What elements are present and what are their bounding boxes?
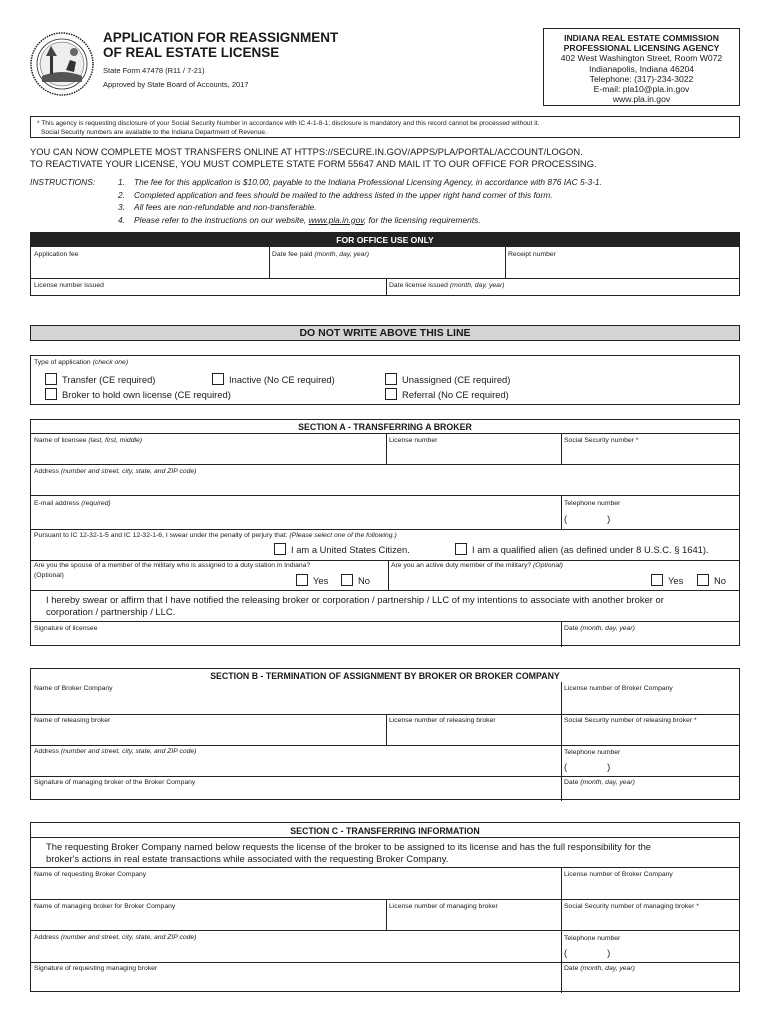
licensee-name-label: Name of licensee (last, first, middle) bbox=[34, 437, 143, 444]
agency-name: INDIANA REAL ESTATE COMMISSION bbox=[564, 33, 719, 43]
broker-company-label: Name of Broker Company bbox=[34, 685, 113, 692]
license-number-issued-label: License number issued bbox=[34, 282, 104, 289]
active-duty-question: Are you an active duty member of the military? (Optional) bbox=[391, 562, 563, 569]
section-b-date-label: Date (month, day, year) bbox=[564, 779, 635, 786]
section-c-date-label: Date (month, day, year) bbox=[564, 965, 635, 972]
section-b-telephone-field[interactable]: ( ) bbox=[564, 761, 611, 772]
office-use-heading: FOR OFFICE USE ONLY bbox=[31, 233, 739, 247]
instruction-item: 2. Completed application and fees should be mailed to the address listed in the upper right hand corner of this form. bbox=[118, 189, 553, 200]
section-c-telephone-label: Telephone number bbox=[564, 935, 621, 942]
unassigned-option[interactable]: Unassigned (CE required) bbox=[385, 373, 510, 385]
agency-website: www.pla.in.gov bbox=[612, 94, 671, 105]
application-fee-label: Application fee bbox=[34, 251, 79, 258]
broker-company-license-label: License number of Broker Company bbox=[564, 685, 673, 692]
active-no-checkbox[interactable] bbox=[697, 574, 709, 586]
online-notice bbox=[30, 146, 597, 170]
unassigned-checkbox[interactable] bbox=[385, 373, 397, 385]
citizen-checkbox[interactable] bbox=[274, 543, 286, 555]
instructions-list bbox=[118, 176, 602, 226]
form-title bbox=[103, 30, 338, 60]
licensee-signature-label: Signature of licensee bbox=[34, 625, 98, 632]
requesting-broker-signature-label: Signature of requesting managing broker bbox=[34, 965, 158, 972]
spouse-yes-checkbox[interactable] bbox=[296, 574, 308, 586]
transfer-option[interactable]: Transfer (CE required) bbox=[45, 373, 155, 385]
section-a-heading: SECTION A - TRANSFERRING A BROKER bbox=[298, 422, 472, 432]
form-title-line2: OF REAL ESTATE LICENSE bbox=[103, 45, 280, 60]
referral-checkbox[interactable] bbox=[385, 388, 397, 400]
agency-city: Indianapolis, Indiana 46204 bbox=[588, 63, 695, 74]
active-no-option[interactable]: No bbox=[697, 574, 726, 586]
spouse-no-option[interactable]: No bbox=[341, 574, 370, 586]
office-use-box bbox=[30, 232, 740, 296]
online-notice-line2: TO REACTIVATE YOUR LICENSE, YOU MUST COMPLETE STATE FORM 55647 AND MAIL IT TO OUR OFFICE FOR PROCESSING. bbox=[30, 158, 597, 169]
date-fee-paid-label: Date fee paid (month, day, year) bbox=[272, 251, 369, 258]
form-number: State Form 47478 (R11 / 7-21) bbox=[103, 66, 205, 75]
agency-telephone: Telephone: (317)-234-3022 bbox=[589, 73, 694, 84]
section-c-heading: SECTION C - TRANSFERRING INFORMATION bbox=[290, 826, 480, 836]
managing-broker-ssn-label: Social Security number of managing broker * bbox=[564, 903, 699, 910]
ssn-notice-line1: * This agency is requesting disclosure of your Social Security Number in accordance with IC 4-1-8-1; disclosure is mandatory and this record cannot be processed without it. bbox=[37, 120, 540, 127]
section-b-telephone-label: Telephone number bbox=[564, 749, 621, 756]
application-type-box bbox=[30, 355, 740, 405]
section-c bbox=[30, 822, 740, 992]
licensee-telephone-label: Telephone number bbox=[564, 500, 621, 507]
affirmation-line1: I hereby swear or affirm that I have notified the releasing broker or corporation / partnership / LLC of my intentions to associate with another broker or bbox=[46, 594, 664, 605]
alien-checkbox[interactable] bbox=[455, 543, 467, 555]
licensee-address-label: Address (number and street, city, state, and ZIP code) bbox=[34, 468, 197, 475]
instructions-label: INSTRUCTIONS: bbox=[30, 177, 96, 187]
application-type-label: Type of application (check one) bbox=[34, 359, 129, 366]
managing-broker-license-label: License number of managing broker bbox=[389, 903, 498, 910]
section-c-intro-line2: broker's actions in real estate transactions while associated with the requesting Broker Company. bbox=[46, 853, 449, 864]
spouse-yes-option[interactable]: Yes bbox=[296, 574, 328, 586]
ssn-notice-line2: Social Security numbers are available to the Indiana Department of Revenue. bbox=[41, 129, 267, 136]
active-yes-option[interactable]: Yes bbox=[651, 574, 683, 586]
section-b bbox=[30, 668, 740, 800]
section-c-intro-line1: The requesting Broker Company named below requests the license of the broker to be assigned to its license and has the full responsibility for the bbox=[46, 841, 652, 852]
military-spouse-question: Are you the spouse of a member of the military who is assigned to a duty station in Indiana? bbox=[34, 562, 311, 569]
licensee-date-label: Date (month, day, year) bbox=[564, 625, 635, 632]
military-spouse-optional: (Optional) bbox=[34, 572, 64, 579]
citizen-option[interactable]: I am a United States Citizen. bbox=[274, 543, 410, 555]
instruction-item: 4. Please refer to the instructions on our website, www.pla.in.gov, for the licensing requirements. bbox=[118, 214, 481, 225]
inactive-checkbox[interactable] bbox=[212, 373, 224, 385]
requesting-company-label: Name of requesting Broker Company bbox=[34, 871, 147, 878]
receipt-number-label: Receipt number bbox=[508, 251, 556, 258]
inactive-option[interactable]: Inactive (No CE required) bbox=[212, 373, 335, 385]
date-license-issued-label: Date license issued (month, day, year) bbox=[389, 282, 505, 289]
licensee-email-label: E-mail address (required) bbox=[34, 500, 111, 507]
section-a bbox=[30, 419, 740, 646]
transfer-checkbox[interactable] bbox=[45, 373, 57, 385]
broker-hold-option[interactable]: Broker to hold own license (CE required) bbox=[45, 388, 231, 400]
agency-address-box bbox=[543, 28, 740, 106]
section-b-address-label: Address (number and street, city, state, and ZIP code) bbox=[34, 748, 197, 755]
referral-option[interactable]: Referral (No CE required) bbox=[385, 388, 509, 400]
releasing-broker-ssn-label: Social Security number of releasing broker * bbox=[564, 717, 697, 724]
section-c-address-label: Address (number and street, city, state, and ZIP code) bbox=[34, 934, 197, 941]
spouse-no-checkbox[interactable] bbox=[341, 574, 353, 586]
section-c-telephone-field[interactable]: ( ) bbox=[564, 947, 611, 958]
ssn-disclosure-notice bbox=[30, 116, 740, 138]
releasing-broker-license-label: License number of releasing broker bbox=[389, 717, 496, 724]
agency-street: 402 West Washington Street, Room W072 bbox=[560, 53, 723, 64]
section-b-heading: SECTION B - TERMINATION OF ASSIGNMENT BY BROKER OR BROKER COMPANY bbox=[210, 671, 560, 681]
active-yes-checkbox[interactable] bbox=[651, 574, 663, 586]
instruction-item: 3. All fees are non-refundable and non-transferable. bbox=[118, 202, 317, 212]
agency-division: PROFESSIONAL LICENSING AGENCY bbox=[563, 43, 720, 54]
instruction-item: 1. The fee for this application is $10.00, payable to the Indiana Professional Licensing Agency, in accordance with 876 IAC 5-3-1. bbox=[118, 177, 602, 187]
affirmation-line2: corporation / partnership / LLC. bbox=[46, 606, 176, 617]
releasing-broker-label: Name of releasing broker bbox=[34, 717, 111, 724]
instructions bbox=[30, 176, 740, 228]
pla-website-link[interactable]: www.pla.in.gov bbox=[308, 214, 364, 225]
agency-email: E-mail: pla10@pla.in.gov bbox=[593, 84, 690, 95]
managing-broker-signature-label: Signature of managing broker of the Broker Company bbox=[34, 779, 196, 786]
do-not-write-banner: DO NOT WRITE ABOVE THIS LINE bbox=[30, 325, 740, 341]
alien-option[interactable]: I am a qualified alien (as defined under 8 U.S.C. § 1641). bbox=[455, 543, 709, 555]
online-notice-line1: YOU CAN NOW COMPLETE MOST TRANSFERS ONLINE AT HTTPS://SECURE.IN.GOV/APPS/PLA/PORTAL/ACCOUNT/LOGON. bbox=[30, 146, 583, 157]
licensee-ssn-label: Social Security number * bbox=[564, 437, 639, 444]
approval-note: Approved by State Board of Accounts, 2017 bbox=[103, 80, 249, 89]
indiana-state-seal-icon bbox=[30, 32, 94, 96]
licensee-telephone-field[interactable]: ( ) bbox=[564, 513, 611, 524]
managing-broker-name-label: Name of managing broker for Broker Company bbox=[34, 903, 176, 910]
perjury-statement: Pursuant to IC 12-32-1-5 and IC 12-32-1-6, I swear under the penalty of perjury that: (Please select one of the following.) bbox=[34, 532, 397, 539]
form-title-line1: APPLICATION FOR REASSIGNMENT bbox=[103, 30, 339, 45]
requesting-company-license-label: License number of Broker Company bbox=[564, 871, 673, 878]
broker-hold-checkbox[interactable] bbox=[45, 388, 57, 400]
licensee-license-number-label: License number bbox=[389, 437, 438, 444]
